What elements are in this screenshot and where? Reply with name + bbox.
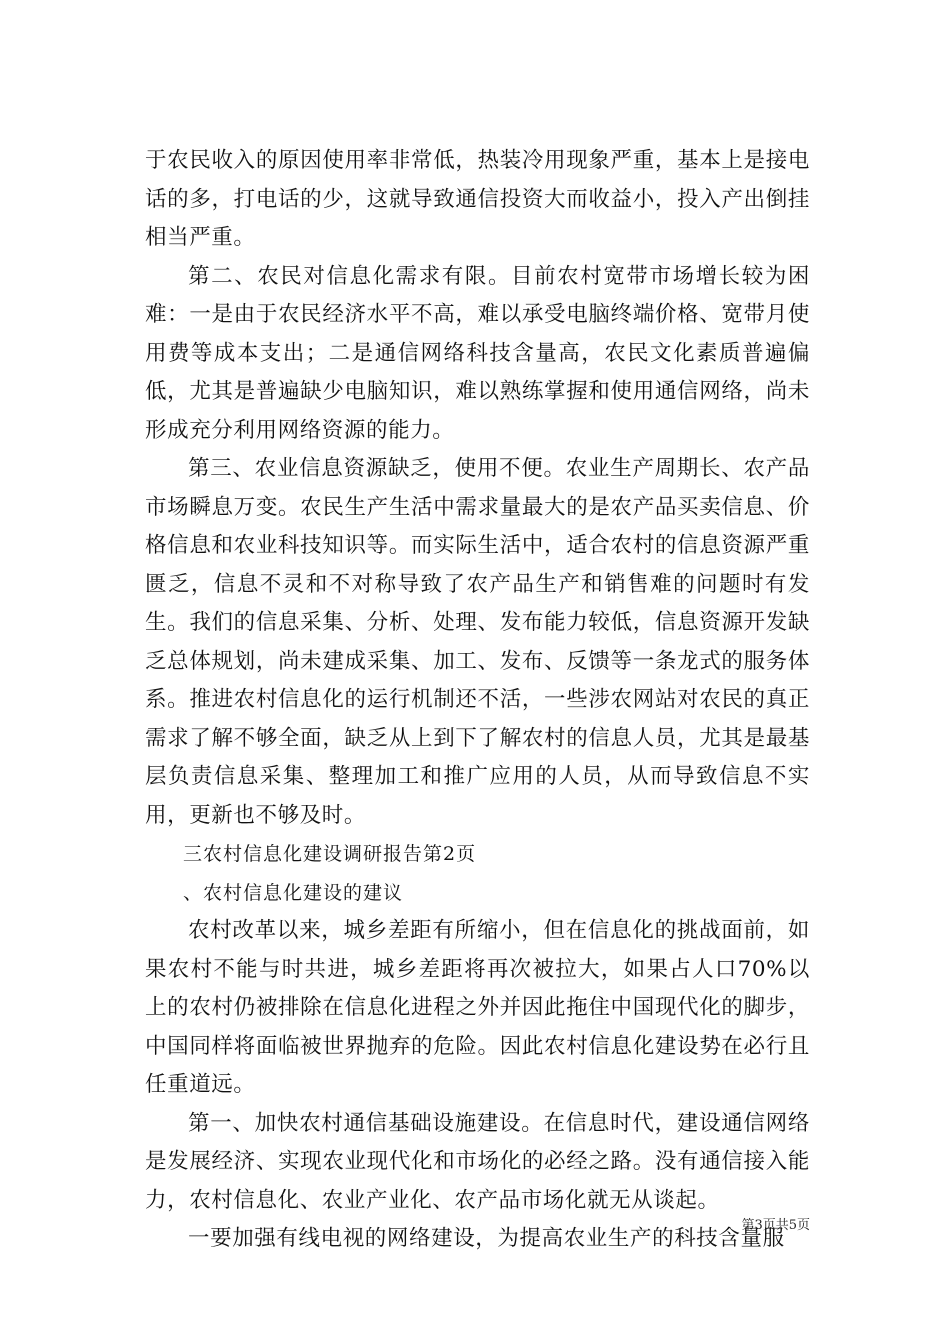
paragraph-second-point: 第二、农民对信息化需求有限。目前农村宽带市场增长较为困难：一是由于农民经济水平不高，难以承受电脑终端价格、宽带月使用费等成本支出；二是通信网络科技含量高，农民文化素质普遍偏低，尤其是普遍缺少电脑知识，难以熟练掌握和使用通信网络，尚未形成充分利用网络资源的能力。 bbox=[145, 263, 810, 443]
paragraph-first-suggestion: 第一、加快农村通信基础设施建设。在信息时代，建设通信网络是发展经济、实现农业现代化和市场化的必经之路。没有通信接入能力，农村信息化、农业产业化、农产品市场化就无从谈起。 bbox=[145, 1110, 810, 1213]
document-body bbox=[145, 142, 810, 1259]
report-title-line: 三农村信息化建设调研报告第2页 bbox=[183, 843, 477, 865]
paragraph-rural-reform: 农村改革以来，城乡差距有所缩小，但在信息化的挑战面前，如果农村不能与时共进，城乡差距将再次被拉大，如果占人口70%以上的农村仍被排除在信息化进程之外并因此拖住中国现代化的脚步，中国同样将面临被世界抛弃的危险。因此农村信息化建设势在必行且任重道远。 bbox=[145, 918, 810, 1097]
paragraph-third-point: 第三、农业信息资源缺乏，使用不便。农业生产周期长、农产品市场瞬息万变。农民生产生活中需求量最大的是农产品买卖信息、价格信息和农业科技知识等。而实际生活中，适合农村的信息资源严重匮乏，信息不灵和不对称导致了农产品生产和销售难的问题时有发生。我们的信息采集、分析、处理、发布能力较低，信息资源开发缺乏总体规划，尚未建成采集、加工、发布、反馈等一条龙式的服务体系。推进农村信息化的运行机制还不活，一些涉农网站对农民的真正需求了解不够全面，缺乏从上到下了解农村的信息人员，尤其是最基层负责信息采集、整理加工和推广应用的人员，从而导致信息不实用，更新也不够及时。 bbox=[145, 456, 810, 828]
paragraph-continuation: 于农民收入的原因使用率非常低，热装冷用现象严重，基本上是接电话的多，打电话的少，这就导致通信投资大而收益小，投入产出倒挂相当严重。 bbox=[145, 148, 810, 250]
paragraph-cable-network: 一要加强有线电视的网络建设，为提高农业生产的科技含量服 bbox=[188, 1226, 785, 1251]
page-number: 第3页共5页 bbox=[741, 1218, 810, 1233]
section-heading: 、农村信息化建设的建议 bbox=[183, 881, 404, 904]
